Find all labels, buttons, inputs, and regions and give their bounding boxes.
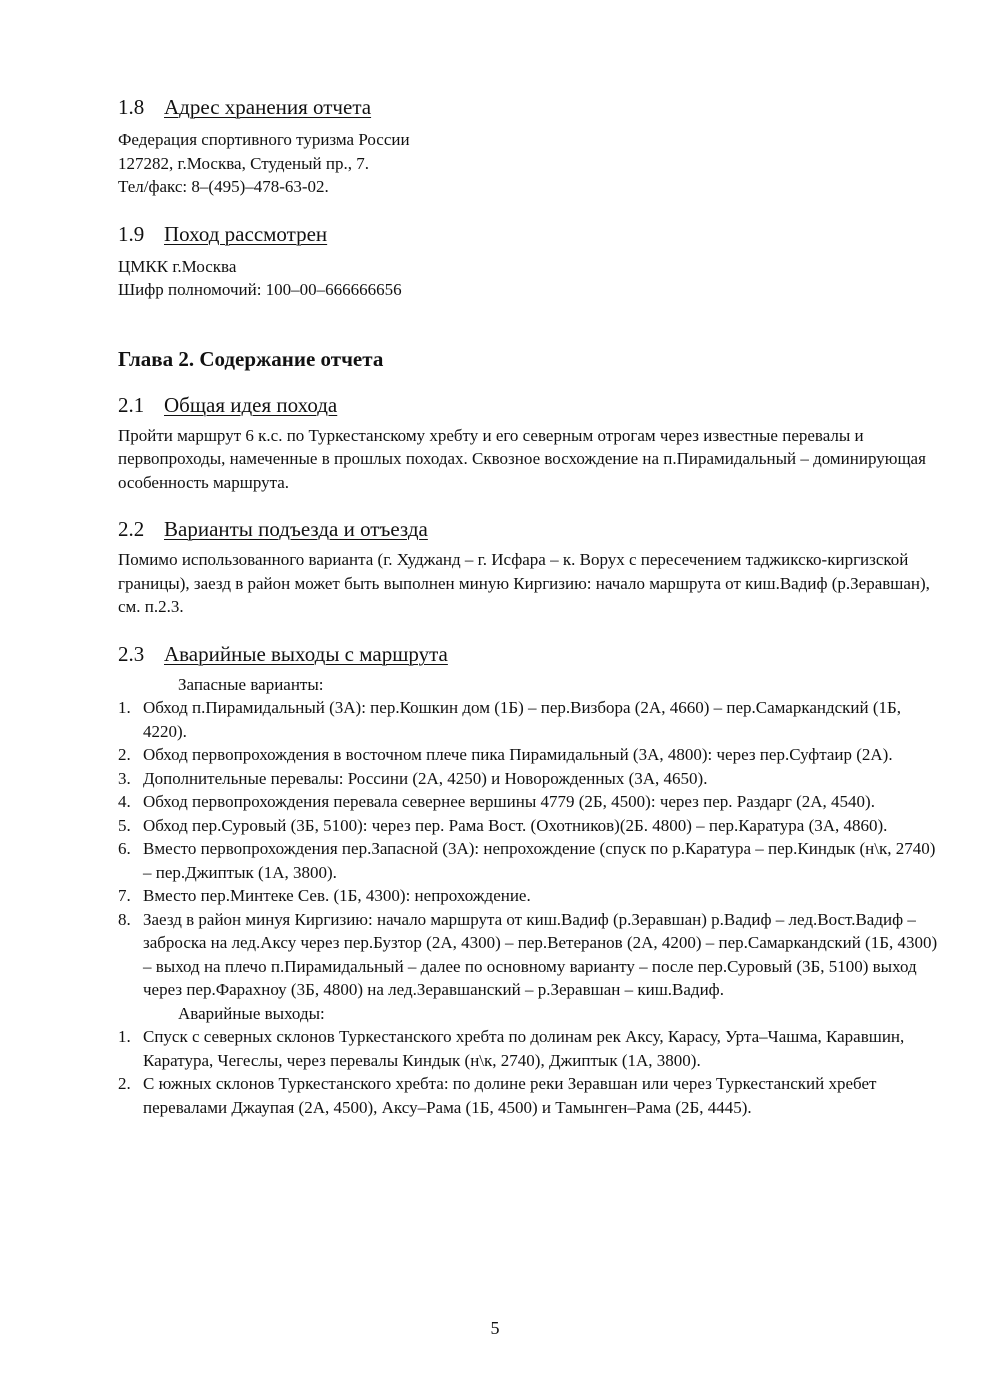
section-title: Варианты подъезда и отъезда bbox=[164, 517, 428, 541]
section-title: Адрес хранения отчета bbox=[164, 95, 372, 119]
list-text: Заезд в район минуя Киргизию: начало маршрута от киш.Вадиф (р.Зеравшан) р.Вадиф ‒ лед.Вост.Вадиф ‒ заброска на лед.Аксу через пер.Бузтор (2А, 4300) ‒ пер.Ветеранов (2А, 4200) ‒ пер.Самаркандский (1Б, 4300) ‒ выход на плечо п.Пирамидальный ‒ далее по основному варианту ‒ после пер.Суровый (3Б, 5100) выход через пер.Фарахноу (3Б, 4800) на лед.Зеравшанский ‒ р.Зеравшан ‒ киш.Вадиф. bbox=[143, 909, 938, 999]
section-number: 1.8 bbox=[118, 95, 145, 119]
section-heading-2-3 bbox=[118, 639, 948, 669]
section-title: Общая идея похода bbox=[164, 392, 338, 417]
list-number: 2. bbox=[118, 745, 131, 764]
section-heading-1-9 bbox=[118, 219, 948, 249]
emergency-exits-list bbox=[118, 1025, 948, 1119]
list-number: 2. bbox=[118, 1074, 131, 1093]
section-title: Аварийные выходы с маршрута bbox=[164, 641, 448, 666]
list-item bbox=[118, 837, 948, 884]
page-number: 5 bbox=[490, 1318, 500, 1338]
review-line-2: Шифр полномочий: 100‒00‒666666656 bbox=[118, 280, 402, 299]
list-number: 5. bbox=[118, 815, 131, 835]
address-line-2: 127282, г.Москва, Студеный пр., 7. bbox=[118, 153, 369, 173]
section-heading-2-1 bbox=[118, 390, 948, 420]
list-item bbox=[118, 1072, 948, 1119]
list-number: 1. bbox=[118, 1027, 131, 1046]
section-number: 2.3 bbox=[118, 641, 145, 666]
list-text: Дополнительные перевалы: Россини (2А, 4250) и Новорожденных (3А, 4650). bbox=[143, 768, 708, 788]
address-line-3: Тел/факс: 8‒(495)‒478-63-02. bbox=[118, 177, 329, 196]
section-2-1-text: Пройти маршрут 6 к.с. по Туркестанскому хребту и его северным отрогам через известные перевалы и первопроходы, намеченные в прошлых походах. Сквозное восхождение на п.Пирамидальный ‒ доминирующая особенность маршрута. bbox=[118, 425, 926, 492]
section-title: Поход рассмотрен bbox=[164, 221, 328, 246]
list-number: 7. bbox=[118, 886, 131, 905]
section-number: 1.9 bbox=[118, 221, 145, 246]
page-content bbox=[118, 92, 948, 1119]
section-2-2-text: Помимо использованного варианта (г. Худжанд – г. Исфара – к. Ворух с пересечением таджикско-киргизской границы), заезд в район может быть выполнен миную Киргизию: начало маршрута от киш.Вадиф (р.Зеравшан), см. п.2.3. bbox=[118, 550, 930, 616]
address-line-1: Федерация спортивного туризма России bbox=[118, 130, 410, 149]
list-text: Вместо первопрохождения пер.Запасной (3А): непрохождение (спуск по р.Каратура ‒ пер.Киндык (н\к, 2740) ‒ пер.Джиптык (1А, 3800). bbox=[143, 839, 936, 882]
chapter-heading: Глава 2. Содержание отчета bbox=[118, 346, 384, 371]
review-line-1: ЦМКК г.Москва bbox=[118, 256, 237, 276]
section-number: 2.1 bbox=[118, 392, 145, 417]
list-number: 6. bbox=[118, 839, 131, 858]
list-item bbox=[118, 908, 948, 1002]
list-text: Обход п.Пирамидальный (3А): пер.Кошкин дом (1Б) ‒ пер.Визбора (2А, 4660) ‒ пер.Самаркандский (1Б, 4220). bbox=[143, 698, 902, 741]
list-item bbox=[118, 743, 948, 767]
list-text: Обход первопрохождения перевала севернее вершины 4779 (2Б, 4500): через пер. Раздарг (2А, 4540). bbox=[143, 792, 875, 811]
list-text: Спуск с северных склонов Туркестанского хребта по долинам рек Аксу, Карасу, Урта‒Чашма, Каравшин, Каратура, Чегеслы, через перевалы Киндык (н\к, 2740), Джиптык (1А, 3800). bbox=[143, 1027, 905, 1070]
list-number: 1. bbox=[118, 698, 131, 717]
list-item bbox=[118, 790, 948, 814]
list-number: 4. bbox=[118, 792, 131, 811]
section-heading-2-2 bbox=[118, 514, 948, 544]
list-text: Обход пер.Суровый (3Б, 5100): через пер. Рама Вост. (Охотников)(2Б. 4800) ‒ пер.Каратура (3А, 4860). bbox=[143, 815, 888, 835]
emergency-exits-heading: Аварийные выходы: bbox=[178, 1003, 325, 1023]
section-heading-1-8 bbox=[118, 92, 948, 122]
list-item bbox=[118, 696, 948, 743]
list-text: Обход первопрохождения в восточном плече пика Пирамидальный (3А, 4800): через пер.Суфтаир (2А). bbox=[143, 745, 893, 764]
list-item bbox=[118, 767, 948, 791]
list-text: Вместо пер.Минтеке Сев. (1Б, 4300): непрохождение. bbox=[143, 886, 531, 905]
list-number: 3. bbox=[118, 768, 131, 788]
list-number: 8. bbox=[118, 909, 131, 929]
section-number: 2.2 bbox=[118, 517, 145, 541]
list-text: С южных склонов Туркестанского хребта: по долине реки Зеравшан или через Туркестанский хребет перевалами Джаупая (2А, 4500), Аксу‒Рама (1Б, 4500) и Тамынген‒Рама (2Б, 4445). bbox=[143, 1074, 877, 1117]
list-item bbox=[118, 814, 948, 838]
list-item bbox=[118, 1025, 948, 1072]
list-item bbox=[118, 884, 948, 908]
reserve-variants-list bbox=[118, 696, 948, 1002]
reserve-variants-heading: Запасные варианты: bbox=[178, 674, 324, 694]
